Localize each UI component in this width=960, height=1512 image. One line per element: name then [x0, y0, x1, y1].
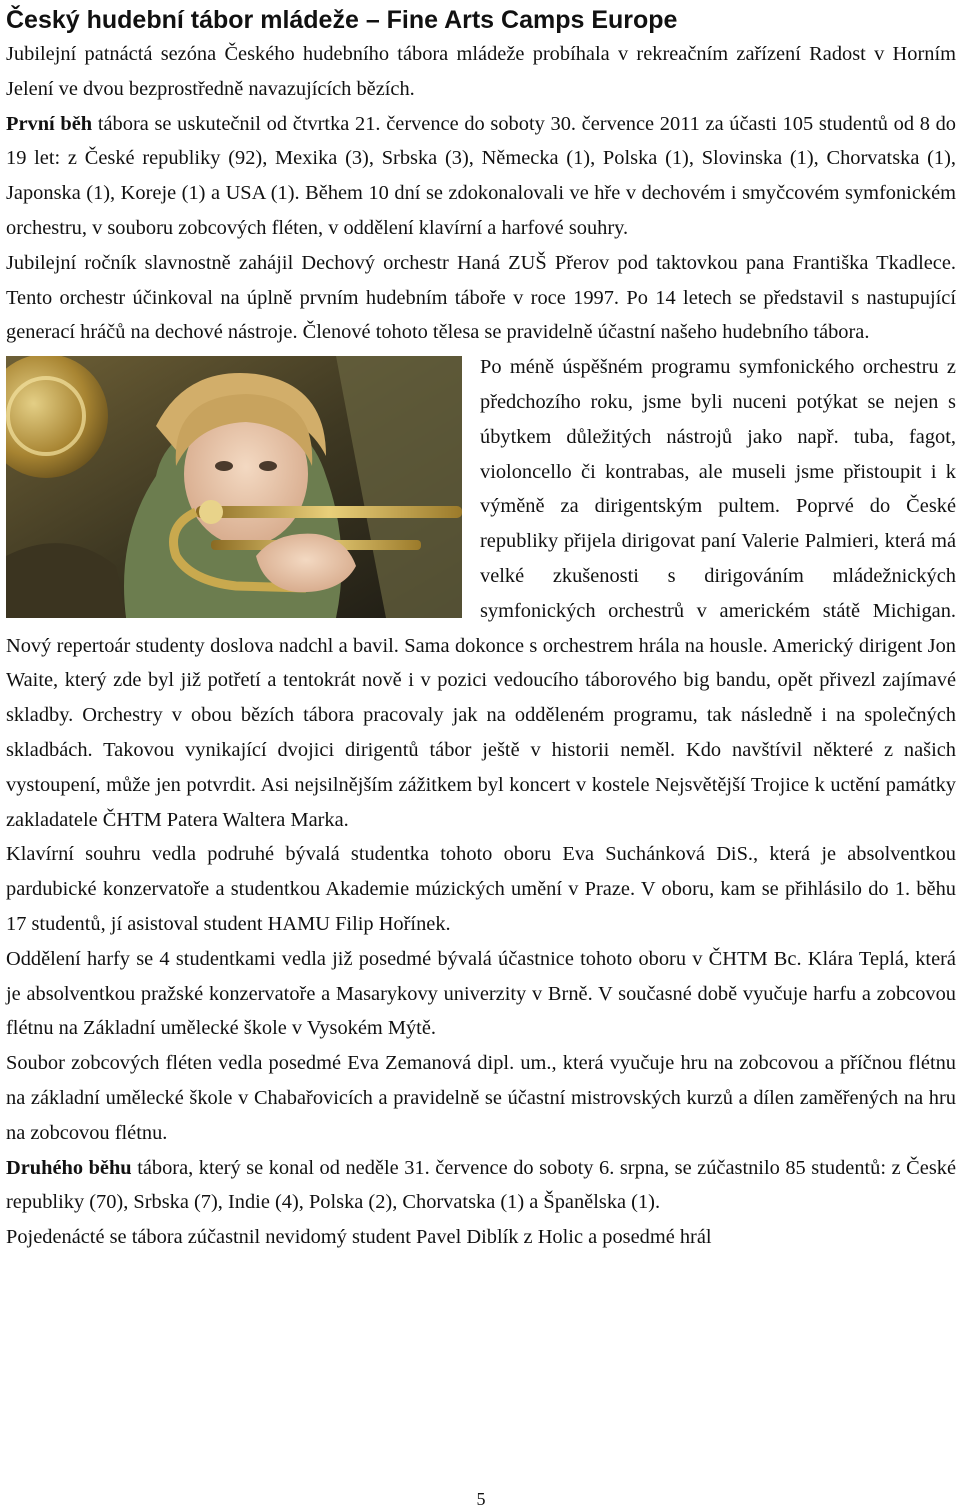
paragraph-blind-student: Pojedenácté se tábora zúčastnil nevidomý student Pavel Diblík z Holic a posedmé hrál [6, 1226, 712, 1249]
document-page [6, 0, 956, 1512]
article-title: Český hudební tábor mládeže – Fine Arts Camps Europe [6, 6, 678, 34]
second-run-text: tábora, který se konal od neděle 31. července do soboty 6. srpna, se zúčastnilo 85 studentů: z České republiky (70), Srbska (7), Indie (4), Polska (2), Chorvatska (1) a Španělska (1). [6, 1156, 956, 1214]
paragraph-symphonic-orchestra: Po méně úspěšném programu symfonického orchestru z předchozího roku, jsme byli nuceni potýkat se nejen s úbytkem důležitých nástrojů jako např. tuba, fagot, violoncello či kontrabas, ale museli jsme přistoupit i k výměně za dirigentským pultem. Poprvé do České republiky přijela dirigovat paní Valerie Palmieri, která má velké zkušenosti s dirigováním mládežnických symfonických orchestrů v americkém státě Michigan. Nový repertoár studenty doslova nadchl a bavil. Sama dokonce s orchestrem hrála na housle. Americký dirigent Jon Waite, který zde byl již potřetí a tentokrát nově i v pozici vedoucího táborového big bandu, opět přivezl zajímavé skladby. Orchestry v obou bězích tábora pracovaly jak na odděleném programu, tak následně i na společných skladbách. Takovou vynikající dvojici dirigentů tábor ještě v historii neměl. Kdo navštívil některé z našich vystoupení, může jen potvrdit. Asi nejsilnějším zážitkem byl koncert v kostele Nejsvětější Trojice k uctění památky zakladatele ČHTM Patera Waltera Marka. [6, 356, 956, 831]
page-number: 5 [476, 1489, 486, 1509]
paragraph-first-run [6, 107, 956, 246]
first-run-text: tábora se uskutečnil od čtvrtka 21. července do soboty 30. července 2011 za účasti 105 studentů od 8 do 19 let: z České republiky (92), Mexika (3), Srbska (3), Německa (1), Polska (1), Slovinska (1), Chorvatska (1), Japonska (1), Koreje (1) a USA (1). Během 10 dní se zdokonalovali ve hře v dechovém i smyčcovém symfonickém orchestru, v souboru zobcových fléten, v oddělení klavírní a harfové souhry. [6, 112, 956, 239]
paragraph-piano: Klavírní souhru vedla podruhé bývalá studentka tohoto oboru Eva Suchánková DiS., která je absolventkou pardubické konzervatoře a studentkou Akademie múzických umění v Praze. V oboru, kam se přihlásilo do 1. běhu 17 studentů, jí asistoval student HAMU Filip Hořínek. [6, 843, 956, 935]
trombone-player-photo [6, 356, 462, 618]
paragraph-recorders: Soubor zobcových fléten vedla posedmé Eva Zemanová dipl. um., která vyučuje hru na zobcovou a příčnou flétnu na základní umělecké škole v Chabařovicích a pravidelně se účastní mistrovských kurzů a dílen zaměřených na hru na zobcovou flétnu. [6, 1052, 956, 1144]
paragraph-second-run [6, 1151, 956, 1221]
paragraph-harp: Oddělení harfy se 4 studentkami vedla již posedmé bývalá účastnice tohoto oboru v ČHTM Bc. Klára Teplá, která je absolventkou pražské konzervatoře a Masarykovy univerzity v Brně. V současné době vyučuje harfu a zobcovou flétnu na Základní umělecké škole v Vysokém Mýtě. [6, 947, 956, 1040]
first-run-label: První běh [6, 112, 93, 135]
second-run-label: Druhého běhu [6, 1156, 132, 1179]
paragraph-opening: Jubilejní ročník slavnostně zahájil Dechový orchestr Haná ZUŠ Přerov pod taktovkou pana Františka Tkadlece. Tento orchestr účinkoval na úplně prvním hudebním táboře v roce 1997. Po 14 letech se představil s nastupující generací hráčů na dechové nástroje. Členové tohoto tělesa se pravidelně účastní našeho hudebního tábora. [6, 251, 956, 344]
paragraph-intro: Jubilejní patnáctá sezóna Českého hudebního tábora mládeže probíhala v rekreačním zařízení Radost v Horním Jelení ve dvou bezprostředně navazujících bězích. [6, 43, 956, 100]
